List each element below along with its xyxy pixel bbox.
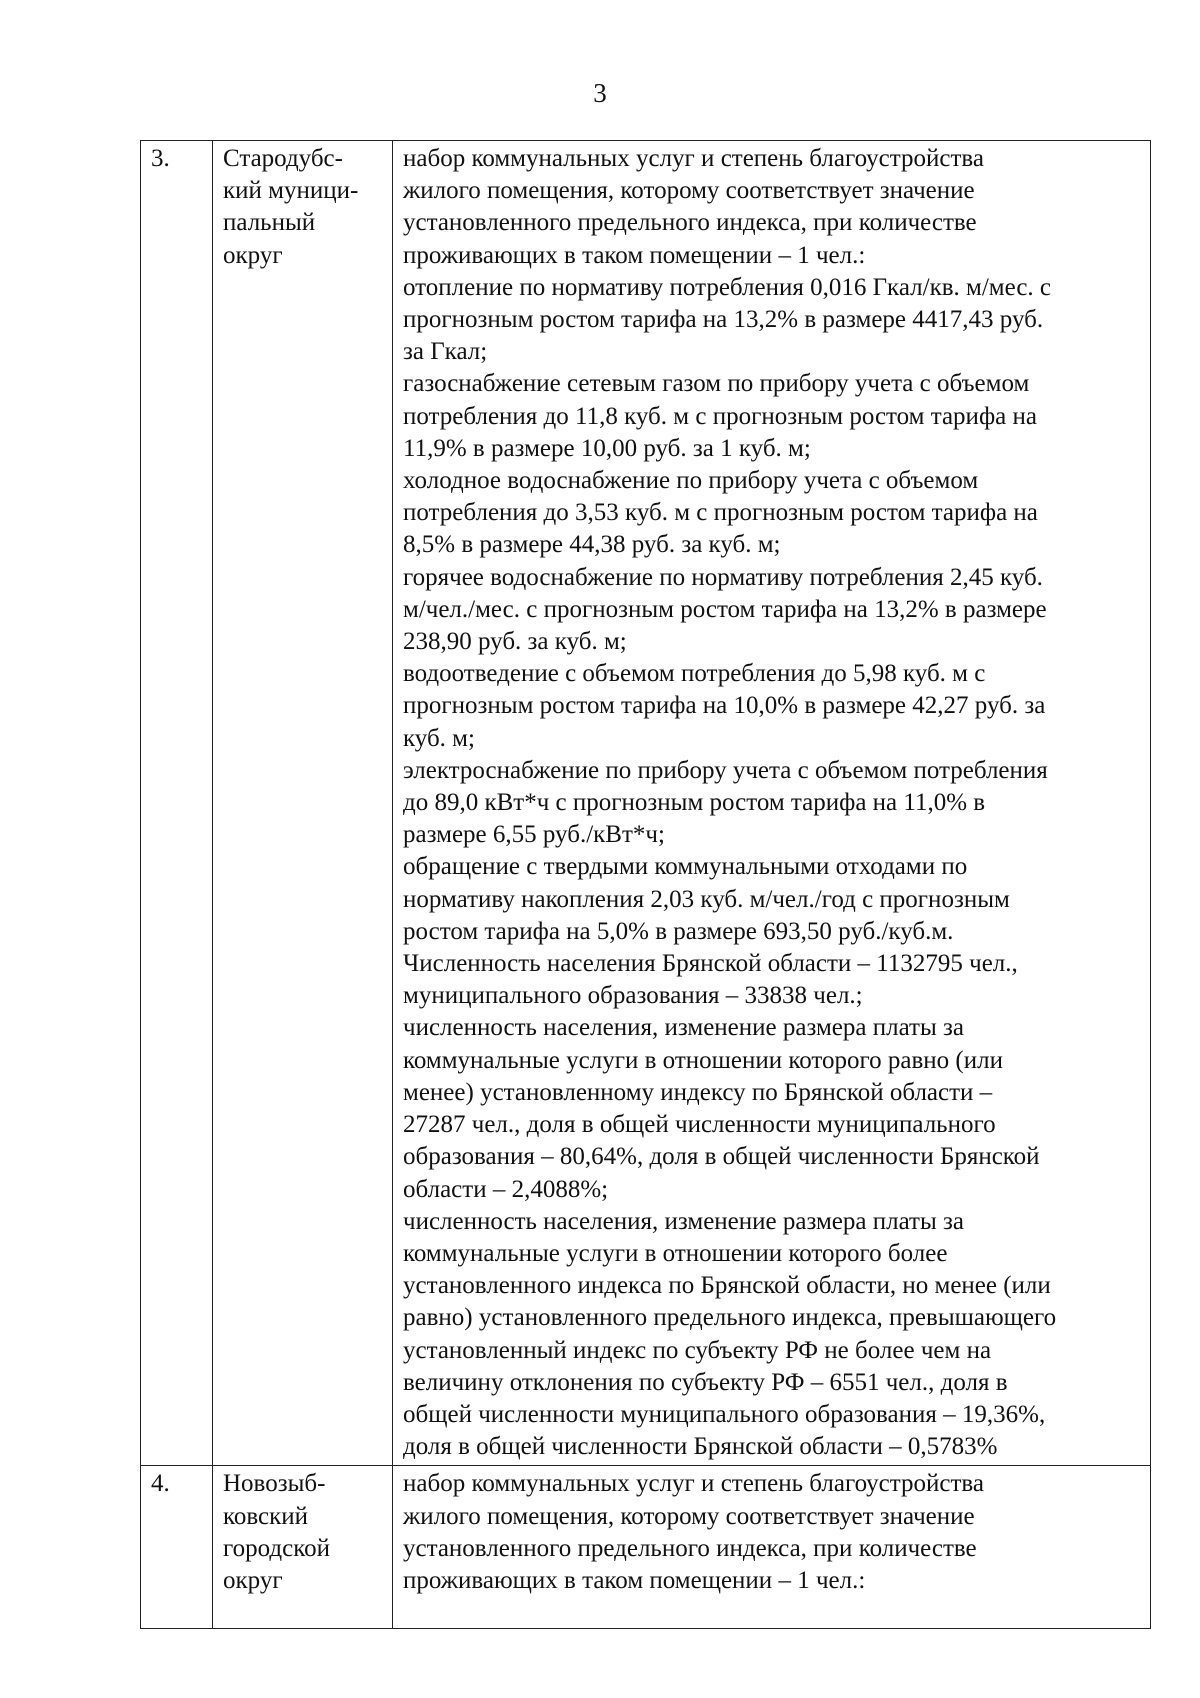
description-line: численность населения, изменение размера платы за — [403, 1207, 964, 1235]
description-line: электроснабжение по прибору учета с объемом потребления — [403, 756, 1048, 784]
municipality-name-line: округ — [223, 1566, 283, 1594]
municipality-name-line: Стародубс- — [223, 145, 343, 172]
table-row — [141, 141, 1151, 1466]
description-line: прогнозным ростом тарифа на 13,2% в размере 4417,43 руб. — [403, 306, 1044, 334]
description-line: проживающих в таком помещении – 1 чел.: — [403, 241, 866, 269]
description-line: до 89,0 кВт*ч с прогнозным ростом тарифа на 11,0% в — [403, 789, 986, 817]
description-line: жилого помещения, которому соответствует значение — [403, 1502, 975, 1530]
description-line: 238,90 руб. за куб. м; — [403, 628, 627, 656]
row-index: 3. — [151, 145, 170, 172]
municipality-name-line: кий муници- — [223, 177, 359, 205]
description-line: 27287 чел., доля в общей численности муниципального — [403, 1111, 996, 1139]
description-line: нормативу накопления 2,03 куб. м/чел./год с прогнозным — [403, 885, 1010, 913]
description-line: за Гкал; — [403, 338, 488, 366]
description-line: куб. м; — [403, 724, 475, 752]
description-line: водоотведение с объемом потребления до 5,98 куб. м с — [403, 660, 986, 688]
description-line: установленного индекса по Брянской области, но менее (или — [403, 1272, 1051, 1300]
table-row — [141, 1466, 1151, 1629]
description-line: прогнозным ростом тарифа на 10,0% в размере 42,27 руб. за — [403, 692, 1046, 720]
description-line: горячее водоснабжение по нормативу потребления 2,45 куб. — [403, 563, 1043, 591]
description-line: обращение с твердыми коммунальными отходами по — [403, 853, 968, 881]
description-line: потребления до 3,53 куб. м с прогнозным ростом тарифа на — [403, 499, 1038, 527]
row-index: 4. — [151, 1470, 170, 1498]
description-line: газоснабжение сетевым газом по прибору учета с объемом — [403, 370, 1030, 398]
page-number: 3 — [593, 78, 607, 108]
description-line: проживающих в таком помещении – 1 чел.: — [403, 1566, 866, 1594]
description-line: ростом тарифа на 5,0% в размере 693,50 руб./куб.м. — [403, 917, 954, 945]
description-cell — [393, 141, 1151, 1466]
row-index-cell — [141, 1466, 213, 1629]
municipality-name-line: пальный — [223, 209, 316, 237]
description-line: общей численности муниципального образования – 19,36%, — [403, 1400, 1046, 1428]
municipality-name-cell — [213, 1466, 393, 1629]
description-line: установленный индекс по субъекту РФ не более чем на — [403, 1336, 992, 1364]
description-line: образования – 80,64%, доля в общей численности Брянской — [403, 1143, 1040, 1171]
description-line: холодное водоснабжение по прибору учета с объемом — [403, 467, 979, 495]
row-index-cell — [141, 141, 213, 1466]
municipality-name-line: округ — [223, 241, 283, 269]
description-line: 11,9% в размере 10,00 руб. за 1 куб. м; — [403, 434, 811, 462]
municipality-name-line: ковский — [223, 1502, 309, 1530]
description-line: потребления до 11,8 куб. м с прогнозным ростом тарифа на — [403, 402, 1037, 430]
description-line: набор коммунальных услуг и степень благоустройства — [403, 145, 984, 172]
description-line: жилого помещения, которому соответствует значение — [403, 177, 975, 205]
municipal-tariff-table — [140, 140, 1151, 1629]
description-line: области – 2,4088%; — [403, 1175, 609, 1203]
description-line: коммунальные услуги в отношении которого равно (или — [403, 1046, 1003, 1074]
description-line: 8,5% в размере 44,38 руб. за куб. м; — [403, 531, 781, 559]
municipality-name-cell — [213, 141, 393, 1466]
description-line: набор коммунальных услуг и степень благоустройства — [403, 1470, 984, 1498]
description-line: установленного предельного индекса, при количестве — [403, 1534, 977, 1562]
description-line: величину отклонения по субъекту РФ – 6551 чел., доля в — [403, 1368, 1008, 1396]
municipality-name-line: городской — [223, 1534, 330, 1562]
description-line: численность населения, изменение размера платы за — [403, 1014, 964, 1042]
description-line: коммунальные услуги в отношении которого более — [403, 1239, 948, 1267]
description-line: менее) установленному индексу по Брянской области – — [403, 1078, 993, 1106]
description-line: установленного предельного индекса, при количестве — [403, 209, 977, 237]
description-line: доля в общей численности Брянской области – 0,5783% — [403, 1433, 998, 1461]
description-cell — [393, 1466, 1151, 1629]
description-line: м/чел./мес. с прогнозным ростом тарифа на 13,2% в размере — [403, 595, 1047, 623]
description-line: муниципального образования – 33838 чел.; — [403, 982, 863, 1010]
description-line: Численность населения Брянской области – 1132795 чел., — [403, 950, 1018, 978]
description-line: отопление по нормативу потребления 0,016 Гкал/кв. м/мес. с — [403, 273, 1052, 301]
description-line: равно) установленного предельного индекса, превышающего — [403, 1304, 1057, 1332]
municipality-name-line: Новозыб- — [223, 1470, 326, 1498]
description-line: размере 6,55 руб./кВт*ч; — [403, 821, 665, 849]
